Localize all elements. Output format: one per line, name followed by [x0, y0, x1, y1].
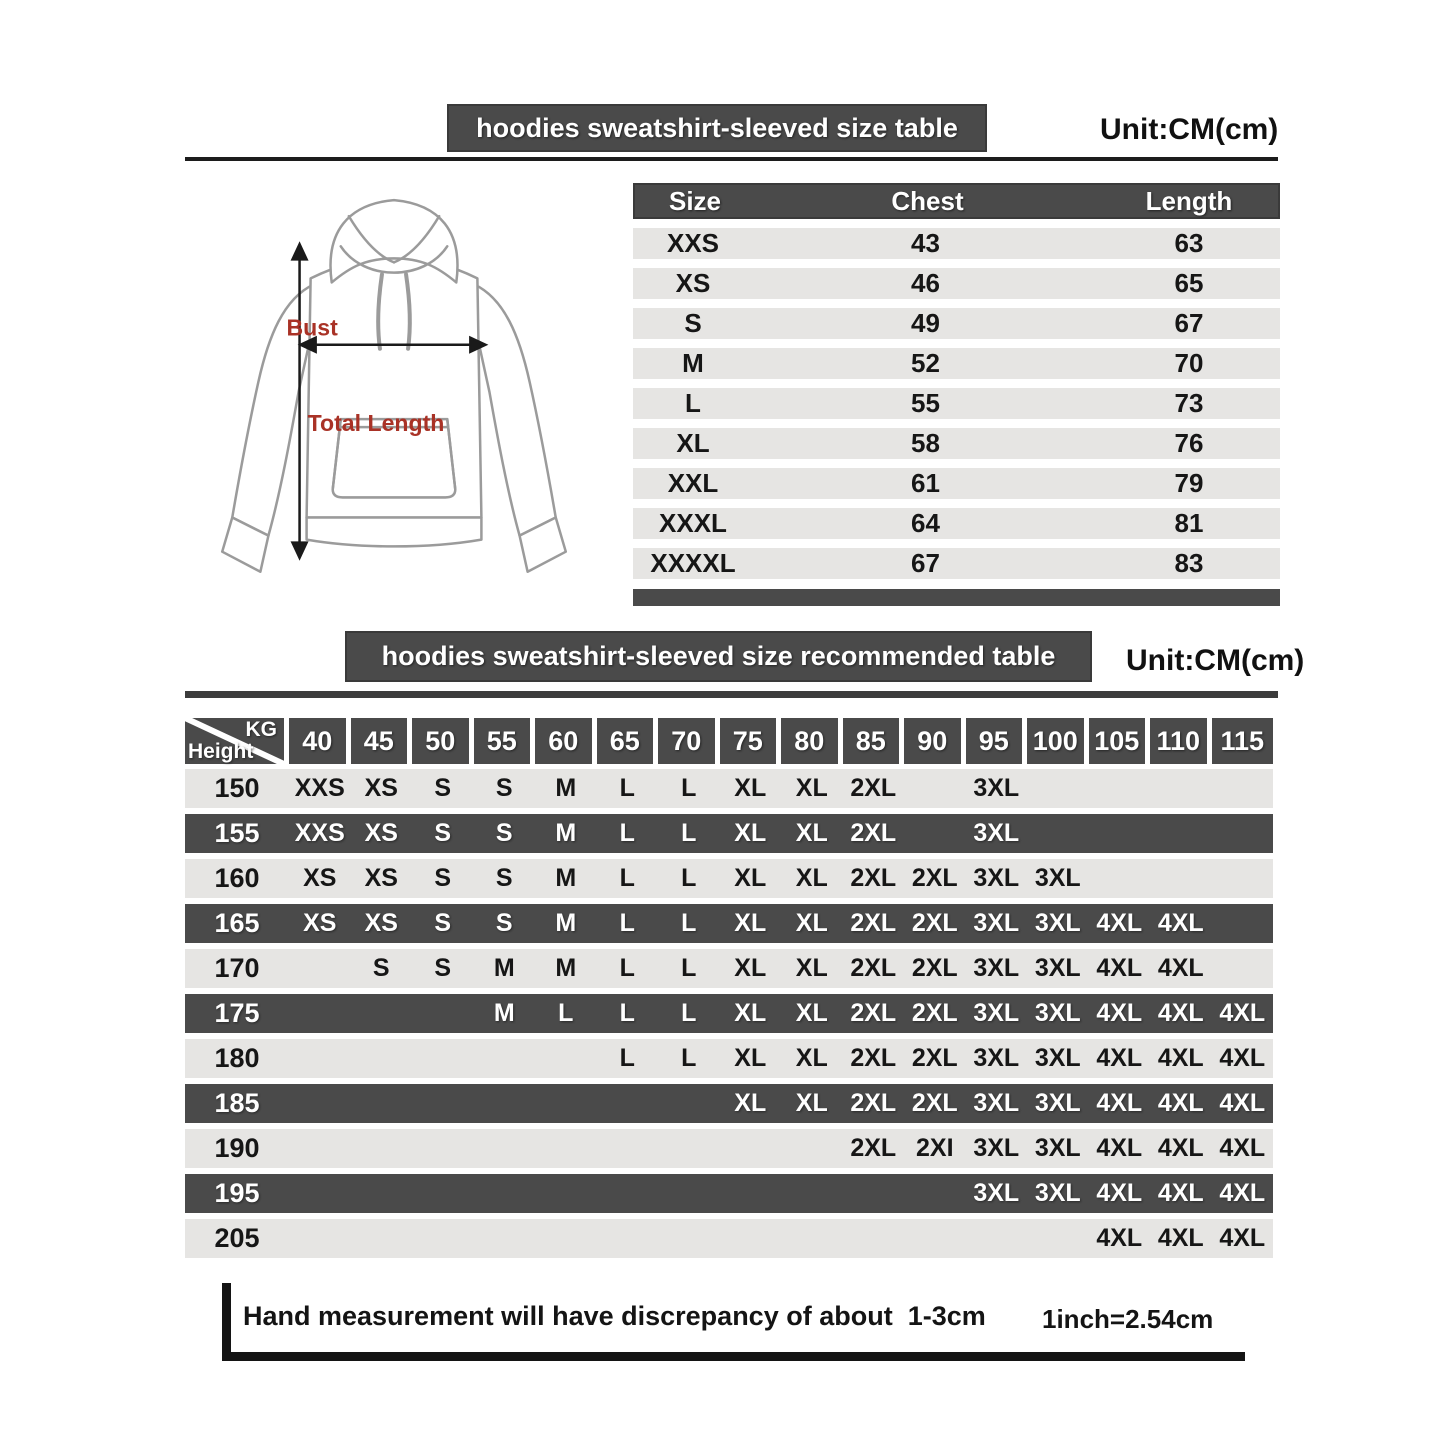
- recommended-size-cell: XS: [364, 819, 398, 847]
- recommended-size-cell: L: [619, 909, 635, 937]
- recommended-size-cell: S: [495, 864, 513, 892]
- height-label: 170: [214, 953, 260, 983]
- recommended-table-body: [185, 769, 1273, 1258]
- recommended-size-cell: 4XL: [1157, 909, 1204, 937]
- recommended-size-cell: [597, 1084, 659, 1123]
- hoodie-right-sleeve-icon: [474, 284, 555, 535]
- recommended-size-cell: L: [681, 999, 697, 1027]
- recommended-size-cell: [289, 1129, 351, 1168]
- recommended-size-cell: XL: [795, 1044, 828, 1072]
- recommended-size-cell: 2XL: [911, 864, 958, 892]
- recommended-size-cell: 3XL: [973, 774, 1020, 802]
- recommended-row-150: [185, 769, 1273, 808]
- recommended-size-cell: [474, 1039, 536, 1078]
- recommended-size-cell: 2XL: [850, 819, 897, 847]
- recommended-size-cell: 2XL: [911, 999, 958, 1027]
- recommended-size-cell: 2XL: [850, 909, 897, 937]
- size-table-cell-size: S: [684, 308, 702, 338]
- recommended-size-cell: [720, 1219, 782, 1258]
- kg-column-header: 55: [474, 718, 536, 764]
- recommended-size-cell: [720, 1129, 782, 1168]
- height-label: 180: [214, 1043, 260, 1073]
- recommended-size-cell: 3XL: [1034, 1134, 1081, 1162]
- recommended-size-cell: S: [434, 774, 452, 802]
- recommended-size-cell: [412, 1174, 474, 1213]
- recommended-size-cell: S: [434, 819, 452, 847]
- recommended-size-cell: 3XL: [973, 819, 1020, 847]
- recommended-row-205: [185, 1219, 1273, 1258]
- size-table-row: [633, 348, 1280, 379]
- divider-line-top: [185, 157, 1278, 161]
- recommended-size-cell: [412, 1084, 474, 1123]
- recommended-size-cell: S: [495, 774, 513, 802]
- kg-column-header: 90: [904, 718, 966, 764]
- recommended-size-cell: [535, 1174, 597, 1213]
- corner-height-label: Height: [188, 740, 254, 763]
- recommended-size-cell: 2XI: [915, 1134, 954, 1162]
- recommended-size-cell: [535, 1219, 597, 1258]
- recommended-size-cell: L: [681, 909, 697, 937]
- recommended-size-cell: 3XL: [973, 909, 1020, 937]
- recommended-size-cell: [1089, 859, 1151, 898]
- recommended-size-cell: XL: [795, 999, 828, 1027]
- recommended-size-cell: [412, 994, 474, 1033]
- recommended-size-cell: [351, 1039, 413, 1078]
- recommended-size-cell: XS: [364, 909, 398, 937]
- measurement-note: Hand measurement will have discrepancy of about 1-3cm: [243, 1301, 986, 1331]
- recommended-size-cell: XL: [795, 954, 828, 982]
- recommended-size-cell: [966, 1219, 1028, 1258]
- recommended-size-cell: 3XL: [1034, 1179, 1081, 1207]
- recommended-size-cell: [535, 1129, 597, 1168]
- kg-column-header: 50: [412, 718, 474, 764]
- recommended-size-cell: 4XL: [1219, 1224, 1266, 1252]
- recommended-size-cell: [781, 1129, 843, 1168]
- recommended-size-cell: [1089, 769, 1151, 808]
- recommended-size-cell: 2XL: [850, 1089, 897, 1117]
- recommended-size-cell: 2XL: [911, 954, 958, 982]
- size-table-cell-size: XXXXL: [650, 548, 736, 578]
- height-label: 155: [214, 818, 260, 848]
- height-label: 160: [214, 863, 260, 893]
- height-label: 190: [214, 1133, 260, 1163]
- kg-column-header: 95: [966, 718, 1028, 764]
- hoodie-diagram: [188, 186, 600, 618]
- kg-column-header: 40: [289, 718, 351, 764]
- recommended-size-cell: L: [619, 819, 635, 847]
- recommended-size-cell: L: [558, 999, 574, 1027]
- size-table-cell-length: 79: [1174, 468, 1204, 498]
- size-table-cell-size: M: [682, 348, 704, 378]
- recommended-size-cell: XS: [303, 864, 337, 892]
- recommended-size-cell: 4XL: [1219, 1134, 1266, 1162]
- recommended-size-cell: 4XL: [1096, 1134, 1143, 1162]
- size-table-bottom-bar: [633, 589, 1280, 606]
- recommended-size-cell: S: [434, 864, 452, 892]
- recommended-size-cell: [351, 994, 413, 1033]
- size-table-cell-chest: 55: [911, 388, 940, 418]
- size-table-cell-chest: 49: [911, 308, 940, 338]
- recommended-size-cell: XL: [734, 999, 767, 1027]
- recommended-size-cell: [658, 1174, 720, 1213]
- kg-height-corner-cell: [185, 718, 289, 764]
- recommended-size-cell: S: [372, 954, 390, 982]
- recommended-size-cell: M: [555, 909, 577, 937]
- recommended-size-cell: S: [434, 954, 452, 982]
- recommended-size-cell: M: [555, 819, 577, 847]
- recommended-size-cell: 3XL: [973, 1089, 1020, 1117]
- recommended-size-cell: 2XL: [911, 1044, 958, 1072]
- recommended-size-cell: [658, 1084, 720, 1123]
- recommended-size-cell: 3XL: [1034, 909, 1081, 937]
- recommended-size-cell: L: [681, 774, 697, 802]
- size-table-cell-chest: 67: [911, 548, 940, 578]
- recommended-size-cell: 2XL: [911, 909, 958, 937]
- recommended-size-cell: [904, 1174, 966, 1213]
- recommended-size-cell: 4XL: [1219, 1089, 1266, 1117]
- recommended-size-cell: L: [681, 864, 697, 892]
- recommended-size-cell: 4XL: [1096, 999, 1143, 1027]
- recommended-size-cell: [412, 1039, 474, 1078]
- recommended-size-cell: 3XL: [973, 999, 1020, 1027]
- recommended-size-cell: [1212, 859, 1274, 898]
- recommended-size-cell: 4XL: [1096, 1089, 1143, 1117]
- recommended-size-cell: 3XL: [1034, 954, 1081, 982]
- size-table-cell-length: 83: [1174, 548, 1204, 578]
- recommended-size-cell: [535, 1039, 597, 1078]
- recommended-size-cell: S: [495, 909, 513, 937]
- recommended-size-cell: [351, 1174, 413, 1213]
- size-table-cell-chest: 58: [911, 428, 940, 458]
- recommended-size-cell: XL: [795, 819, 828, 847]
- recommended-size-cell: 4XL: [1157, 954, 1204, 982]
- recommended-size-cell: XXS: [294, 774, 345, 802]
- recommended-row-175: [185, 994, 1273, 1033]
- recommended-size-cell: 4XL: [1157, 1179, 1204, 1207]
- recommended-size-cell: [904, 1219, 966, 1258]
- kg-column-header: 70: [658, 718, 720, 764]
- recommended-size-cell: XL: [795, 864, 828, 892]
- recommended-size-cell: [904, 769, 966, 808]
- recommended-size-cell: 2XL: [850, 774, 897, 802]
- recommended-size-cell: [289, 994, 351, 1033]
- kg-column-header: 60: [535, 718, 597, 764]
- size-table-cell-length: 65: [1174, 268, 1204, 298]
- recommended-size-cell: XL: [734, 774, 767, 802]
- recommended-size-cell: [658, 1219, 720, 1258]
- size-table-row: [633, 308, 1280, 339]
- recommended-size-cell: 2XL: [850, 1044, 897, 1072]
- recommended-size-cell: [843, 1174, 905, 1213]
- recommended-size-cell: [289, 1219, 351, 1258]
- recommended-size-cell: 2XL: [850, 864, 897, 892]
- size-table-row: [633, 508, 1280, 539]
- column-header-size: Size: [668, 185, 722, 216]
- recommended-size-cell: [351, 1129, 413, 1168]
- column-header-length: Length: [1145, 185, 1233, 216]
- size-table-cell-length: 70: [1174, 348, 1204, 378]
- recommended-size-cell: 4XL: [1219, 999, 1266, 1027]
- corner-kg-label: KG: [245, 718, 277, 741]
- recommended-row-170: [185, 949, 1273, 988]
- recommended-size-cell: [289, 1084, 351, 1123]
- size-table-cell-length: 81: [1174, 508, 1204, 538]
- unit-label-top: Unit:CM(cm): [1100, 113, 1279, 146]
- height-label: 205: [214, 1223, 260, 1253]
- recommended-size-cell: XL: [734, 954, 767, 982]
- recommended-size-cell: 4XL: [1096, 954, 1143, 982]
- recommended-size-cell: [904, 814, 966, 853]
- recommended-size-cell: XS: [364, 864, 398, 892]
- size-table-row: [633, 388, 1280, 419]
- recommended-size-cell: 2XL: [850, 1134, 897, 1162]
- size-table-cell-chest: 52: [911, 348, 940, 378]
- size-table-cell-chest: 61: [911, 468, 940, 498]
- inch-conversion-note: 1inch=2.54cm: [1042, 1304, 1214, 1334]
- recommended-size-cell: XL: [734, 1044, 767, 1072]
- recommended-size-cell: 2XL: [850, 954, 897, 982]
- kg-column-header: 105: [1089, 718, 1151, 764]
- recommended-size-cell: [351, 1084, 413, 1123]
- height-label: 175: [214, 998, 260, 1028]
- recommended-size-cell: M: [555, 774, 577, 802]
- recommended-size-cell: XL: [795, 909, 828, 937]
- recommended-size-cell: [597, 1219, 659, 1258]
- recommended-size-cell: XL: [734, 909, 767, 937]
- recommended-size-cell: [781, 1219, 843, 1258]
- recommended-size-cell: [289, 1174, 351, 1213]
- recommended-size-cell: M: [493, 999, 515, 1027]
- size-table-cell-chest: 64: [911, 508, 940, 538]
- height-label: 195: [214, 1178, 260, 1208]
- recommended-size-cell: [474, 1129, 536, 1168]
- recommended-size-cell: 3XL: [1034, 1089, 1081, 1117]
- recommended-row-165: [185, 904, 1273, 943]
- recommended-size-cell: [535, 1084, 597, 1123]
- footer-border-vertical: [222, 1283, 231, 1361]
- recommended-size-cell: 4XL: [1219, 1044, 1266, 1072]
- recommended-size-cell: [1027, 814, 1089, 853]
- kg-column-header: 110: [1150, 718, 1212, 764]
- size-table-row: [633, 548, 1280, 579]
- size-table-cell-length: 73: [1174, 388, 1204, 418]
- size-table-header: [633, 183, 1280, 219]
- size-table: [633, 183, 1280, 606]
- recommended-size-cell: [1150, 769, 1212, 808]
- recommended-size-cell: 3XL: [973, 1134, 1020, 1162]
- recommended-size-cell: 4XL: [1157, 1134, 1204, 1162]
- recommended-size-cell: L: [681, 819, 697, 847]
- recommended-size-cell: 4XL: [1157, 1224, 1204, 1252]
- recommended-size-cell: [1027, 1219, 1089, 1258]
- size-table-row: [633, 468, 1280, 499]
- recommended-size-cell: 3XL: [1034, 999, 1081, 1027]
- recommended-size-cell: [658, 1129, 720, 1168]
- recommended-row-155: [185, 814, 1273, 853]
- recommended-size-cell: L: [619, 774, 635, 802]
- height-label: 185: [214, 1088, 260, 1118]
- recommended-size-cell: 2XL: [911, 1089, 958, 1117]
- recommended-size-cell: [1212, 949, 1274, 988]
- recommended-table-title-bar: [345, 631, 1092, 682]
- recommended-row-185: [185, 1084, 1273, 1123]
- recommended-size-cell: L: [681, 1044, 697, 1072]
- size-table-cell-size: XXL: [667, 468, 719, 498]
- recommended-size-cell: [474, 1174, 536, 1213]
- recommended-size-cell: L: [681, 954, 697, 982]
- recommended-size-cell: L: [619, 999, 635, 1027]
- recommended-size-cell: S: [495, 819, 513, 847]
- recommended-size-cell: 4XL: [1096, 1224, 1143, 1252]
- recommended-size-cell: 3XL: [973, 1044, 1020, 1072]
- footer-border-horizontal: [222, 1352, 1245, 1361]
- recommended-size-cell: [412, 1219, 474, 1258]
- height-label: 165: [214, 908, 260, 938]
- recommended-size-cell: XXS: [294, 819, 345, 847]
- recommended-size-cell: [1150, 859, 1212, 898]
- hoodie-waistband-icon: [307, 518, 482, 547]
- recommended-row-160: [185, 859, 1273, 898]
- size-table-row: [633, 228, 1280, 259]
- recommended-size-cell: [474, 1219, 536, 1258]
- recommended-size-cell: [289, 949, 351, 988]
- size-table-row: [633, 428, 1280, 459]
- size-table-cell-size: L: [685, 388, 701, 418]
- size-table-cell-size: XS: [675, 268, 711, 298]
- size-table-cell-length: 67: [1174, 308, 1204, 338]
- size-table-title-bar: [447, 104, 987, 152]
- recommended-table-title: hoodies sweatshirt-sleeved size recommended table: [381, 641, 1056, 671]
- recommended-size-cell: [1212, 904, 1274, 943]
- recommended-size-cell: [351, 1219, 413, 1258]
- recommended-row-195: [185, 1174, 1273, 1213]
- recommended-size-cell: L: [619, 954, 635, 982]
- recommended-size-cell: [474, 1084, 536, 1123]
- recommended-size-cell: [1212, 769, 1274, 808]
- recommended-size-cell: 4XL: [1096, 1044, 1143, 1072]
- recommended-size-cell: [1212, 814, 1274, 853]
- total-length-label: Total Length: [307, 410, 445, 437]
- size-table-row: [633, 268, 1280, 299]
- recommended-size-cell: 4XL: [1096, 909, 1143, 937]
- recommended-size-cell: [1089, 814, 1151, 853]
- size-table-cell-chest: 43: [911, 228, 940, 258]
- recommended-size-cell: [597, 1129, 659, 1168]
- kg-header-row: [185, 718, 1273, 764]
- recommended-size-cell: 4XL: [1157, 1089, 1204, 1117]
- size-table-title: hoodies sweatshirt-sleeved size table: [476, 112, 958, 143]
- recommended-size-cell: [412, 1129, 474, 1168]
- recommended-size-cell: 4XL: [1157, 999, 1204, 1027]
- unit-label-bottom: Unit:CM(cm): [1126, 644, 1305, 677]
- recommended-size-cell: XS: [364, 774, 398, 802]
- recommended-size-cell: M: [555, 954, 577, 982]
- kg-column-header: 80: [781, 718, 843, 764]
- recommended-size-cell: L: [619, 864, 635, 892]
- recommended-size-cell: 3XL: [973, 954, 1020, 982]
- recommended-size-cell: 3XL: [973, 864, 1020, 892]
- recommended-size-cell: 4XL: [1219, 1179, 1266, 1207]
- recommended-size-cell: [597, 1174, 659, 1213]
- recommended-size-cell: [843, 1219, 905, 1258]
- length-arrowhead-top: [293, 244, 307, 259]
- recommended-size-cell: 4XL: [1096, 1179, 1143, 1207]
- size-table-body: [633, 228, 1280, 579]
- divider-line-bottom: [185, 691, 1278, 698]
- recommended-size-cell: [1027, 769, 1089, 808]
- length-arrowhead-bottom: [293, 543, 307, 558]
- recommended-size-cell: M: [555, 864, 577, 892]
- recommended-size-cell: XL: [734, 819, 767, 847]
- recommended-size-cell: [1150, 814, 1212, 853]
- recommended-size-cell: [289, 1039, 351, 1078]
- recommended-size-cell: 2XL: [850, 999, 897, 1027]
- kg-column-header: 65: [597, 718, 659, 764]
- recommended-table: [185, 718, 1273, 1264]
- recommended-row-180: [185, 1039, 1273, 1078]
- recommended-size-cell: XL: [734, 864, 767, 892]
- size-table-cell-size: XXXL: [659, 508, 727, 538]
- recommended-size-cell: XS: [303, 909, 337, 937]
- kg-column-header: 85: [843, 718, 905, 764]
- bust-label: Bust: [286, 314, 338, 341]
- height-label: 150: [214, 773, 260, 803]
- size-table-cell-size: XL: [676, 428, 710, 458]
- recommended-size-cell: [781, 1174, 843, 1213]
- recommended-size-cell: XL: [795, 774, 828, 802]
- recommended-size-cell: S: [434, 909, 452, 937]
- recommended-size-cell: [720, 1174, 782, 1213]
- size-table-cell-size: XXS: [666, 228, 720, 258]
- recommended-size-cell: XL: [734, 1089, 767, 1117]
- recommended-row-190: [185, 1129, 1273, 1168]
- recommended-size-cell: XL: [795, 1089, 828, 1117]
- recommended-size-cell: 3XL: [1034, 1044, 1081, 1072]
- kg-column-header: 100: [1027, 718, 1089, 764]
- recommended-size-cell: 3XL: [973, 1179, 1020, 1207]
- column-header-chest: Chest: [891, 185, 964, 216]
- kg-column-header: 75: [720, 718, 782, 764]
- recommended-size-cell: L: [619, 1044, 635, 1072]
- size-table-cell-length: 76: [1174, 428, 1204, 458]
- kg-column-header: 115: [1212, 718, 1274, 764]
- kg-column-header: 45: [351, 718, 413, 764]
- recommended-size-cell: 3XL: [1034, 864, 1081, 892]
- size-table-cell-length: 63: [1174, 228, 1204, 258]
- size-table-cell-chest: 46: [911, 268, 940, 298]
- recommended-size-cell: M: [493, 954, 515, 982]
- recommended-size-cell: 4XL: [1157, 1044, 1204, 1072]
